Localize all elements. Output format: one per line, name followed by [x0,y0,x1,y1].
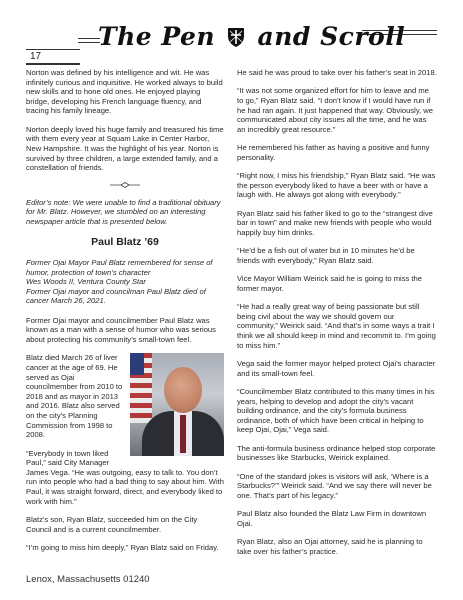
footer-location: Lenox, Massachusetts 01240 [26,574,150,585]
masthead-title-part1: The Pen [98,22,216,51]
subheading-line: Former Ojai Mayor Paul Blatz remembered for sense of humor, protection of town’s character [26,257,213,277]
paragraph: “Everybody in town liked Paul,” said City Manager James Vega. “He was outgoing, easy to talk to. You don’t run into people who had a bad thing to say about him. With Paul, it was straight forward, direct, and everybody liked to work with him.” [26,448,224,506]
paragraph: “I’m going to miss him deeply,” Ryan Blatz said on Friday. [26,542,219,552]
paragraph: Paul Blatz also founded the Blatz Law Firm in downtown Ojai. [237,509,427,528]
paragraph: Ryan Blatz said his father liked to go to the “strangest dive bar in town” and make new friends with people who would happily buy him drinks. [237,208,433,237]
paragraph: Vega said the former mayor helped protect Ojai’s character and its small-town feel. [237,359,436,378]
masthead-rule-left-top [78,38,100,39]
paragraph: He said he was proud to take over his father’s seat in 2018. [237,68,437,77]
paragraph: He remembered his father as having a positive and funny personality. [237,143,430,162]
paragraph: “He’d be a fish out of water but in 10 minutes he’d be friends with everybody,” Ryan Blatz said. [237,246,415,265]
paragraph: The anti-formula business ordinance helped stop corporate businesses like Starbucks, Weirick explained. [237,443,436,463]
subheading-byline: Wes Woods II, Ventura County Star [26,277,146,287]
crest-icon [226,26,246,48]
paragraph: Blatz’s son, Ryan Blatz, succeeded him on the City Council and is a current councilmember. [26,514,198,534]
portrait-photo [130,353,224,456]
paragraph: “He had a really great way of being passionate but still being civil about the way we should govern our community,” Weirick said. “And that’s in some ways a trait I think we all should keep in mind and recommit to. I’m going to miss him.” [237,302,436,350]
paragraph: Former Ojai mayor and councilmember Paul Blatz was known as a man with a sense of humor who was serious about protecting his community’s small-town feel. [26,315,216,345]
masthead-title [98,22,406,51]
right-column [237,68,437,565]
article-headline: Paul Blatz ’69 [91,236,159,249]
paragraph: Norton was defined by his intelligence and wit. He was infinitely curious and inquisitive. He worked always to build new skills and to hone old ones. He enjoyed playing bridge, developing his French language fluency, and tracing his family lineage. [26,68,223,116]
ornament-divider-icon [110,182,140,188]
paragraph: Norton deeply loved his huge family and treasured his time with them every year at Squam Lake in Center Harbor, New Hampshire. It was the highlight of his year. Norton is survived by three children, a large extended family, and a constellation of friends. [26,124,224,173]
masthead-title-part2: and Scroll [257,22,406,51]
page-number: 17 [26,49,80,65]
portrait-tie [180,415,186,453]
paragraph: Vice Mayor William Weirick said he is going to miss the former mayor. [237,274,422,293]
paragraph: Blatz died March 26 of liver cancer at the age of 69. He served as Ojai councilmember from 2010 to 2018 and as mayor in 2013 and 2016. Blatz also served on the city’s Planning Commission from 1998 to 2008. [26,353,123,440]
paragraph: “One of the standard jokes is visitors will ask, ‘Where is a Starbucks?’” Weirick said. “And we say there will never be one. That’s part of his legacy.” [237,471,432,500]
portrait-head [164,367,202,413]
flag-canton [130,353,144,375]
paragraph: “Councilmember Blatz contributed to this many times in his years, helping to develop and adopt the city’s vacant building ordinance, and the city’s formula business ordinance, both of which have been critical in helping to keep Ojai, Ojai,” Vega said. [237,387,435,435]
article-subheading [26,258,224,306]
subheading-line: Former Ojai mayor and councilman Paul Blatz died of cancer March 26, 2021. [26,286,206,306]
editor-note: Editor’s note: We were unable to find a traditional obituary for Mr. Blatz. However, we stumbled on an interesting newspaper article that is presented below. [26,197,221,226]
paragraph: “Right now, I miss his friendship,” Ryan Blatz said. “He was the person everybody liked to have a beer with or have a laugh with. He always got along with everybody.” [237,171,436,200]
paragraph: Ryan Blatz, also an Ojai attorney, said he is planning to take over his father’s practice. [237,537,423,556]
left-column [26,68,224,561]
paragraph: “It was not some organized effort for him to leave and me to go,” Ryan Blatz said. “I don’t know if I would have run if he had ran again. It just happened that way. Obviously, we communicated about city issues all the time, and he was an incredibly great resource.” [237,86,434,134]
masthead-rule-left-bottom [78,42,100,43]
